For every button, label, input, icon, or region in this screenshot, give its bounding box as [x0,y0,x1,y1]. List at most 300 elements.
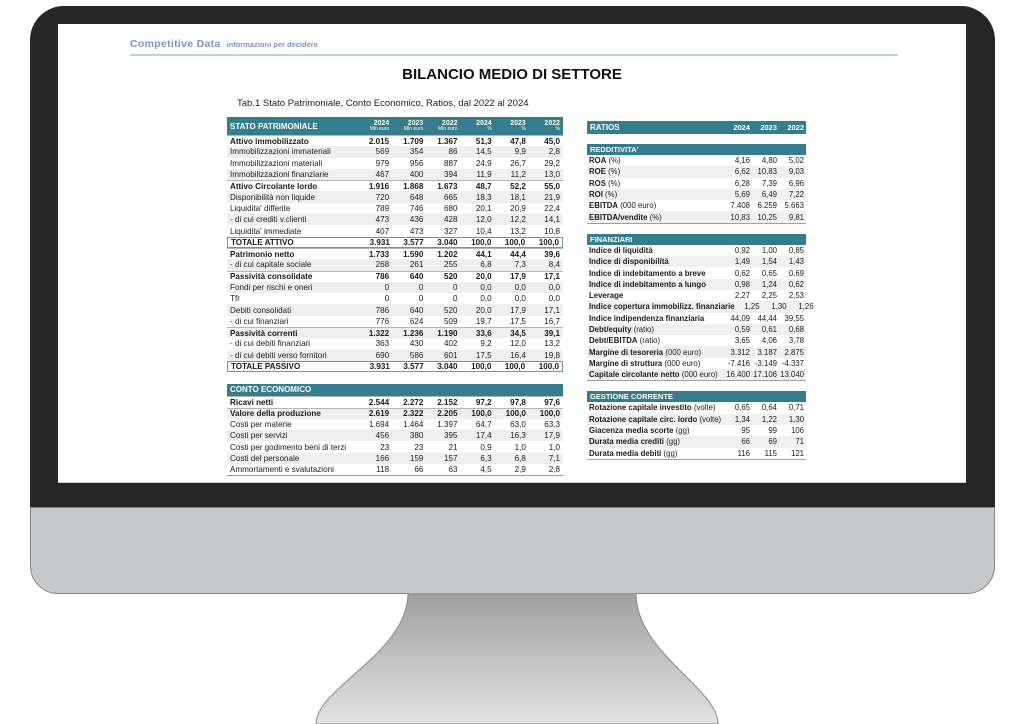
cell-value: 520 [443,305,458,315]
cell-value: 63 [448,465,458,475]
cell-value: 255 [443,260,458,270]
cell-value: 0,0 [480,294,492,304]
cell-value: 20,9 [510,203,526,213]
table-row [227,248,563,259]
row-label: Indice indipendenza finanziaria [589,313,705,323]
cell-value: 6.259 [757,201,777,211]
cell-value: 1.397 [437,419,458,429]
cell-value: 6,28 [734,178,750,188]
cell-value: 16,4 [510,350,526,360]
cell-value: 20,0 [475,272,492,282]
cell-value: 19,7 [475,316,492,326]
table-header [227,117,563,135]
table-row [227,191,563,202]
cell-value: 363 [375,339,390,349]
cell-value: 400 [409,170,424,180]
table-row [227,408,563,419]
cell-value: 640 [409,272,424,282]
table-row [587,335,806,346]
cell-value: 95 [741,426,750,436]
cell-value: 14,5 [475,147,492,157]
row-label: Durata media crediti (gg) [589,437,681,447]
cell-value: 17,5 [510,316,526,326]
cell-value: 44,4 [510,249,526,259]
cell-value: 63,0 [510,419,526,429]
cell-value: 456 [375,431,390,441]
cell-value: 690 [375,350,390,360]
year-column-header: 2024 Mln euro [369,120,390,132]
cell-value: 0,0 [480,283,492,292]
row-label: EBITDA (000 euro) [589,201,657,211]
cell-value: 640 [409,305,424,315]
row-label: EBITDA/vendite (%) [589,212,662,222]
cell-value: 0,65 [761,268,777,278]
cell-value: 2,8 [548,465,560,475]
table-row [227,158,563,169]
cell-value: 39,55 [784,313,804,323]
cell-value: 1.709 [403,136,424,146]
table-row [587,358,806,369]
cell-value: 106 [790,426,804,436]
cell-value: 17,1 [544,272,560,282]
cell-value: 6,8 [480,260,492,270]
cell-value: 16,3 [510,431,526,441]
table-row [227,419,563,430]
cell-value: 436 [409,215,424,225]
year-column-header: 2023 Mln euro [403,120,424,132]
table-row [587,245,806,256]
table-row [227,237,563,248]
cell-value: 3.040 [437,362,458,372]
cell-value: 48,7 [475,181,492,191]
cell-value: 20,0 [475,305,492,315]
cell-value: 0,0 [514,283,526,292]
cell-value: 97,8 [510,397,526,407]
table-row [227,441,563,452]
cell-value: 327 [443,226,458,236]
cell-value: 12,0 [475,215,492,225]
cell-value: 10,83 [757,167,777,177]
table-row [227,327,563,338]
cell-value: 17,9 [510,272,526,282]
cell-value: 99 [768,426,777,436]
cell-value: 956 [409,158,424,168]
cell-value: 1,54 [761,257,777,267]
cell-value: 63,3 [544,419,560,429]
cell-value: 1,22 [761,414,777,424]
row-label: Margine di struttura (000 euro) [589,358,701,368]
row-label: Immobilizzazioni finanziarie [230,170,329,180]
table-row [227,464,563,475]
cell-value: 665 [443,192,458,202]
brand-name: Competitive Data [130,38,221,50]
table-row [227,396,563,407]
cell-value: 261 [409,260,424,270]
cell-value: 3.931 [369,362,390,372]
cell-value: 0,68 [788,325,804,334]
row-label: Liquidita' differite [230,203,291,213]
year-column-header: 2022 % [544,120,560,132]
brand-logo [130,34,318,52]
table-row [227,304,563,315]
ratios-header [587,121,806,134]
cell-value: 2.272 [403,397,424,407]
cell-value: 680 [443,203,458,213]
table-title: STATO PATRIMONIALE [230,121,318,131]
cell-value: 1,0 [548,442,560,452]
row-label: Fondi per rischi e oneri [230,283,313,292]
cell-value: 100,0 [538,362,559,372]
table-caption: Tab.1 Stato Patrimoniale, Conto Economico, Ratios, dal 2022 al 2024 [237,98,529,109]
cell-value: 8,4 [548,260,560,270]
cell-value: 66 [414,465,424,475]
cell-value: 1,0 [514,442,526,452]
cell-value: 0,62 [734,268,750,278]
cell-value: 12,0 [510,339,526,349]
table-row [587,189,806,200]
cell-value: 11,2 [510,170,526,180]
cell-value: 45,0 [544,136,560,146]
cell-value: 0,62 [788,279,804,289]
row-label: Rotazione capitale circ. lordo (volte) [589,414,722,424]
table-row [227,146,563,157]
row-label: Leverage [589,291,624,301]
cell-value: 2.152 [437,397,458,407]
monitor-screen [58,24,966,483]
cell-value: 2,9 [514,465,526,475]
table-row [587,346,806,357]
ratios-section [587,144,806,224]
cell-value: 789 [375,203,390,213]
cell-value: 71 [795,437,804,447]
cell-value: 1.367 [437,136,458,146]
row-label: Costi per godimento beni di terzi [230,442,347,452]
cell-value: 17,1 [544,305,560,315]
table-row [587,402,806,413]
cell-value: 473 [375,215,390,225]
cell-value: 100,0 [471,237,492,247]
cell-value: 23 [380,442,390,452]
row-label: Patrimonio netto [230,249,295,259]
cell-value: 18,1 [510,192,526,202]
cell-value: 7,3 [514,260,526,270]
section-header: REDDITIVITA' [587,144,806,155]
cell-value: 23 [414,442,424,452]
table-row [587,324,806,335]
cell-value: 0,69 [788,268,804,278]
row-label: Attivo Circolante lordo [230,181,318,191]
cell-value: 13.040 [780,370,804,380]
table-header: CONTO ECONOMICO [227,384,563,396]
cell-value: 0,92 [734,245,750,255]
cell-value: 887 [443,158,458,168]
cell-value: 430 [409,339,424,349]
cell-value: 428 [443,215,458,225]
cell-value: 29,2 [544,158,560,168]
table-row [587,369,806,380]
cell-value: 1,30 [788,414,804,424]
cell-value: 4,80 [761,156,777,166]
table-row [227,225,563,236]
cell-value: 586 [409,350,424,360]
cell-value: 1.190 [437,328,458,338]
cell-value: 21,9 [544,192,560,202]
row-label: Costi per materie [230,419,292,429]
cell-value: 11,9 [476,170,492,180]
cell-value: 24,9 [475,158,492,168]
row-label: Costi per servizi [230,431,288,441]
cell-value: 1.464 [403,419,424,429]
cell-value: 3,65 [734,336,750,346]
table-row [227,271,563,282]
cell-value: 100,0 [471,409,492,419]
cell-value: 0,0 [514,294,526,304]
cell-value: 786 [375,272,390,282]
row-label: - di cui debiti finanziari [230,339,311,349]
cell-value: 159 [409,453,424,463]
cell-value: 10,8 [544,226,560,236]
cell-value: 17,5 [475,350,492,360]
cell-value: 16,7 [544,316,560,326]
cell-value: 720 [375,192,390,202]
table-row [587,267,806,278]
cell-value: 1.590 [403,249,424,259]
stato-patrimoniale-table [227,117,563,372]
cell-value: 0,0 [548,283,560,292]
cell-value: 100,0 [504,237,526,247]
cell-value: 64,7 [475,419,492,429]
row-label: TOTALE ATTIVO [231,237,294,247]
cell-value: 3.040 [437,237,458,247]
cell-value: 17.106 [753,370,777,380]
year-column-header: 2024 % [476,120,492,132]
row-label: - di cui finanziari [230,316,289,326]
section-header: FINANZIARI [587,234,806,245]
cell-value: 776 [375,316,390,326]
row-label: Debt/equity (ratio) [589,325,654,334]
row-label: Indice copertura immobilizz. finanziarie [589,302,735,312]
year-column-header: 2023 [760,123,777,132]
table-row [227,338,563,349]
cell-value: 407 [375,226,390,236]
row-label: Durata media debiti (gg) [589,448,678,458]
row-label: Passività consolidate [230,272,313,282]
row-label: Margine di tesoreria (000 euro) [589,347,702,357]
cell-value: 0,98 [734,279,750,289]
cell-value: -7.416 [727,358,750,368]
cell-value: 394 [443,170,458,180]
ratios-table [587,121,814,460]
cell-value: 18,3 [475,192,492,202]
cell-value: 21 [448,442,458,452]
cell-value: 268 [375,260,390,270]
cell-value: 47,8 [510,136,526,146]
section-header: GESTIONE CORRENTE [587,391,806,402]
cell-value: 17,4 [475,431,492,441]
cell-value: 9,81 [788,212,804,222]
cell-value: 380 [409,431,424,441]
cell-value: 10,4 [475,226,492,236]
table-row [227,361,563,372]
cell-value: 7,39 [761,178,777,188]
cell-value: 648 [409,192,424,202]
cell-value: 6,62 [734,167,750,177]
row-label: Valore della produzione [230,409,321,419]
cell-value: 9,2 [480,339,492,349]
cell-value: 1.733 [368,249,390,259]
cell-value: 14,1 [544,215,560,225]
row-label: - di cui debiti verso fornitori [230,350,327,360]
cell-value: 34,5 [510,328,526,338]
cell-value: 0,59 [734,325,750,334]
cell-value: 100,0 [505,409,526,419]
cell-value: 100,0 [538,237,559,247]
cell-value: 115 [764,448,777,458]
cell-value: 7,22 [788,190,804,200]
table-row [227,316,563,327]
year-column-header: 2023 % [510,120,526,132]
table-row [227,169,563,180]
table-row [587,301,814,312]
cell-value: 86 [448,147,458,157]
cell-value: 1,49 [734,257,750,267]
row-label: Indice di liquidità [589,245,653,255]
table-row [587,178,806,189]
cell-value: 601 [443,350,458,360]
cell-value: 1,43 [788,257,804,267]
cell-value: 2.015 [368,136,390,146]
row-label: Capitale circolante netto (000 euro) [589,370,718,380]
cell-value: 473 [409,226,424,236]
table-row [587,279,806,290]
cell-value: 3,78 [788,336,804,346]
right-column [587,121,814,460]
cell-value: 17,9 [510,305,526,315]
cell-value: 9,9 [514,147,526,157]
table-row [227,203,563,214]
cell-value: 1.673 [437,181,458,191]
cell-value: 6,8 [514,453,526,463]
conto-economico-table [227,384,563,476]
cell-value: 6,49 [761,190,777,200]
table-row [227,259,563,270]
cell-value: 100,0 [539,409,560,419]
cell-value: 0 [384,294,390,304]
cell-value: 69 [768,437,777,447]
cell-value: 7,1 [548,453,560,463]
cell-value: 118 [376,465,390,475]
cell-value: 97,2 [475,397,492,407]
cell-value: 467 [375,170,390,180]
row-label: TOTALE PASSIVO [231,362,301,372]
cell-value: 395 [443,431,458,441]
cell-value: 1,24 [761,279,777,289]
table-title: RATIOS [590,123,620,132]
row-label: ROE (%) [589,167,621,177]
row-label: ROA (%) [589,156,621,166]
cell-value: 16.400 [726,370,750,380]
cell-value: 786 [375,305,390,315]
cell-value: 52,2 [510,181,526,191]
monitor-chin [30,507,995,594]
ratios-section [587,391,806,459]
cell-value: 0 [418,283,424,292]
brand-underline [130,54,898,56]
cell-value: 44,44 [757,313,777,323]
table-row [227,453,563,464]
year-column-header: 2022 [787,123,804,132]
year-column-header: 2022 Mln euro [438,120,458,132]
cell-value: 7.408 [730,201,750,211]
cell-value: 13,2 [510,226,526,236]
row-label: Passività correnti [230,328,298,338]
cell-value: 100,0 [504,362,526,372]
page-title: BILANCIO MEDIO DI SETTORE [402,66,622,83]
monitor-stand [0,593,1024,724]
table-row [587,211,806,222]
cell-value: 2.544 [368,397,390,407]
cell-value: 1.236 [403,328,424,338]
cell-value: 402 [443,339,458,349]
cell-value: 0,0 [548,294,560,304]
row-label: Ammortamenti e svalutazioni [230,465,334,475]
cell-value: 520 [443,272,458,282]
cell-value: 1.916 [368,181,390,191]
row-label: Ricavi netti [230,397,274,407]
row-label: Rotazione capitale investito (volte) [589,403,716,413]
row-label: Liquidita' immediate [230,226,302,236]
cell-value: 0 [384,283,390,292]
table-row [587,414,806,425]
year-column-header: 2024 [733,123,750,132]
cell-value: 569 [375,147,390,157]
cell-value: 2.875 [784,347,804,357]
cell-value: 1,34 [734,414,750,424]
cell-value: 39,1 [544,328,560,338]
table-row [587,425,806,436]
cell-value: 0,85 [788,245,804,255]
cell-value: 0,71 [788,403,804,413]
cell-value: 121 [790,448,804,458]
cell-value: 6,96 [788,178,804,188]
cell-value: 6,3 [480,453,492,463]
cell-value: 624 [409,316,424,326]
row-label: Debiti consolidati [230,305,292,315]
cell-value: 746 [409,203,424,213]
cell-value: 13,2 [544,339,560,349]
cell-value: 2,8 [548,147,560,157]
cell-value: 3.312 [730,347,750,357]
cell-value: 20,1 [475,203,492,213]
row-label: Tfr [230,294,240,304]
cell-value: 509 [443,316,458,326]
row-label: Attivo immobilizzato [230,136,309,146]
cell-value: 19,8 [544,350,560,360]
ratios-section [587,234,814,382]
table-row [227,214,563,225]
row-label: Disponibilità non liquide [230,192,316,202]
row-label: Indice di indebitamento a breve [589,268,706,278]
cell-value: 0,61 [761,325,777,334]
cell-value: 12,2 [510,215,526,225]
cell-value: 10,25 [757,212,777,222]
cell-value: 51,3 [475,136,492,146]
table-row [587,200,806,211]
cell-value: 26,7 [510,158,526,168]
cell-value: 17,9 [544,431,560,441]
table-row [227,293,563,304]
cell-value: 5.663 [784,201,804,211]
